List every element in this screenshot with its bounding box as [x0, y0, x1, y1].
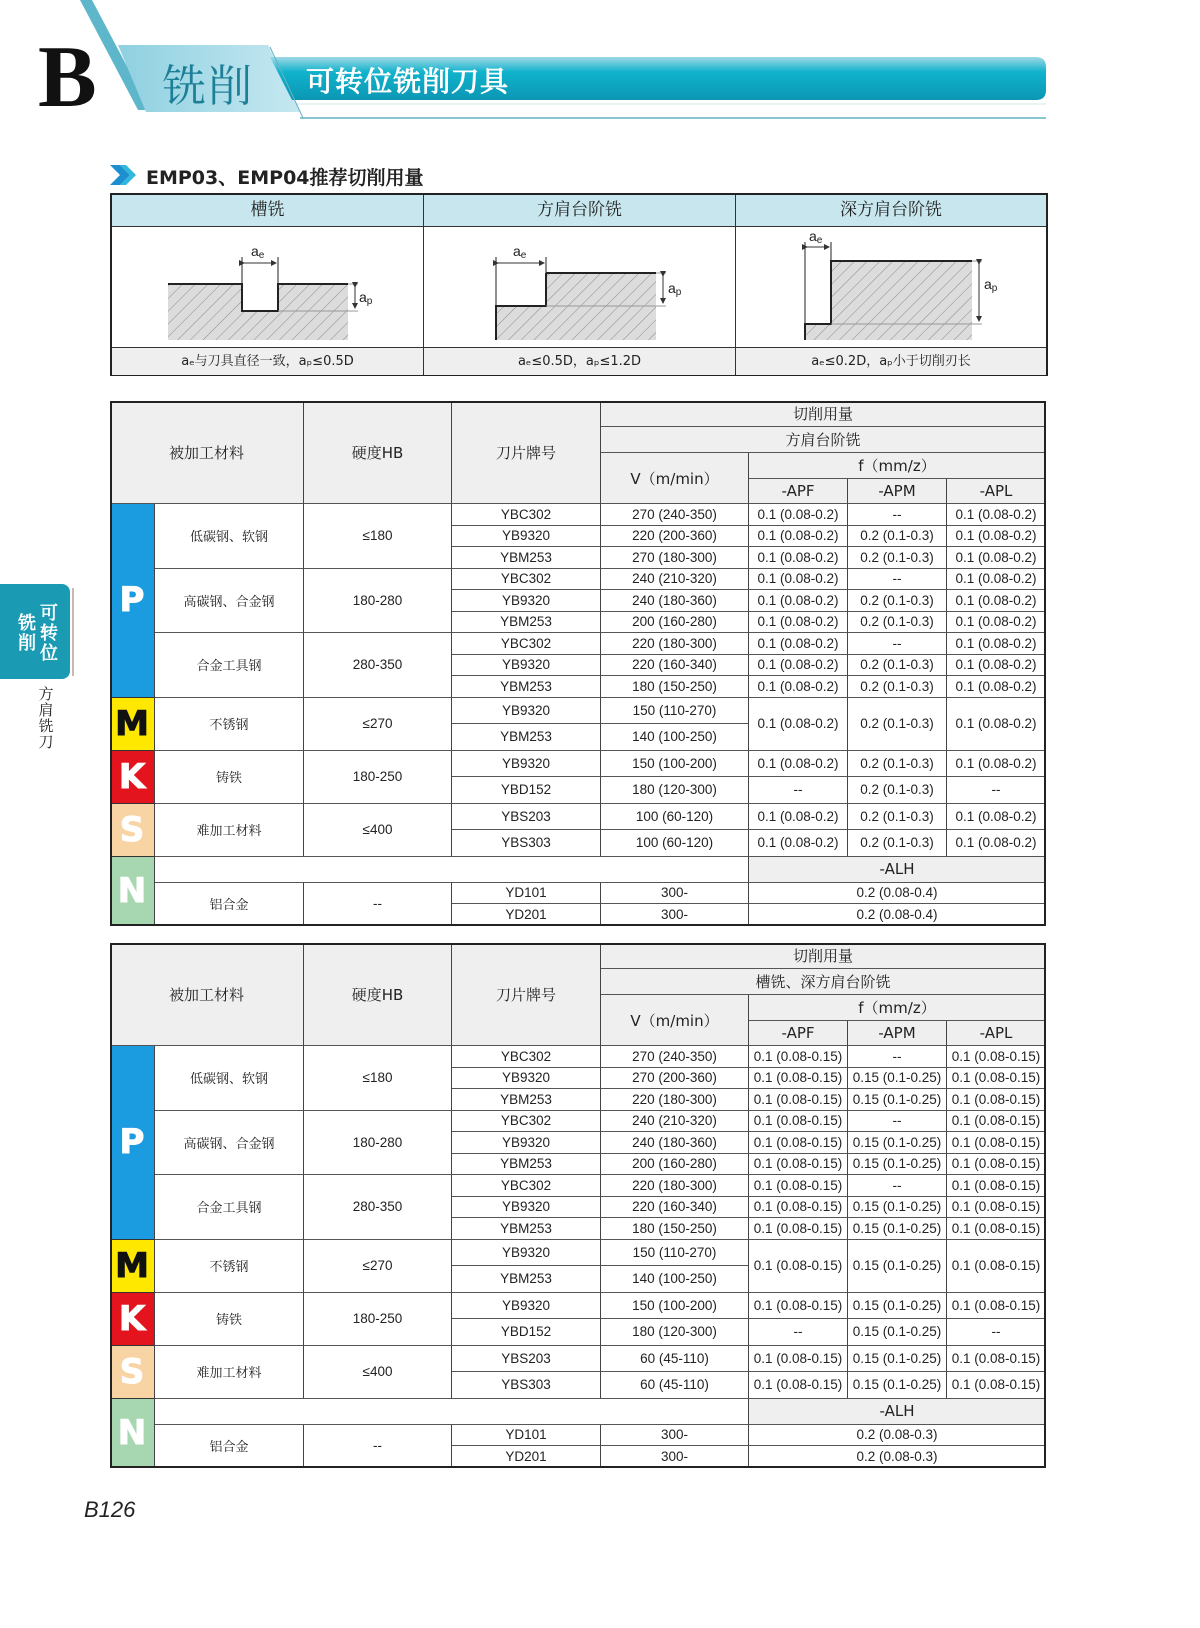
feed-alh-cell: 0.2 (0.08-0.3): [749, 1446, 1046, 1468]
feed-apl-cell: 0.1 (0.08-0.15): [947, 1197, 1046, 1219]
speed-cell: 60 (45-110): [601, 1372, 749, 1399]
feed-alh-cell: 0.2 (0.08-0.4): [749, 904, 1046, 926]
material-name: 不锈钢: [155, 1240, 304, 1293]
diagram-title-deep-shoulder: 深方肩台阶铣: [736, 195, 1046, 227]
feed-apf-cell: 0.1 (0.08-0.15): [749, 1346, 848, 1373]
hardness-value: --: [304, 883, 452, 926]
feed-apm-cell: 0.2 (0.1-0.3): [848, 655, 947, 677]
feed-apf-cell: 0.1 (0.08-0.15): [749, 1293, 848, 1320]
feed-apl-cell: --: [947, 777, 1046, 804]
feed-apm-cell: 0.15 (0.1-0.25): [848, 1132, 947, 1154]
speed-cell: 180 (150-250): [601, 1218, 749, 1240]
hardness-value: 180-280: [304, 1111, 452, 1176]
grade-cell: YBS303: [452, 830, 601, 857]
feed-apf-cell: 0.1 (0.08-0.15): [749, 1197, 848, 1219]
shoulder-milling-diagram: [496, 243, 682, 340]
feed-apf-cell: 0.1 (0.08-0.15): [749, 1068, 848, 1090]
feed-apm-cell: --: [848, 504, 947, 526]
grade-cell: YBD152: [452, 1319, 601, 1346]
category-title: 铣削: [162, 61, 254, 112]
material-name: 低碳钢、软钢: [155, 504, 304, 569]
feed-apf-cell: 0.1 (0.08-0.2): [749, 569, 848, 591]
grade-cell: YBM253: [452, 612, 601, 634]
section-letter: B: [38, 29, 97, 126]
feed-apm-cell: 0.2 (0.1-0.3): [848, 698, 947, 751]
col-header-grade: 刀片牌号: [452, 943, 601, 1046]
iso-group-s-badge: S: [110, 804, 155, 857]
feed-apf-cell: 0.1 (0.08-0.2): [749, 633, 848, 655]
grade-cell: YBM253: [452, 676, 601, 698]
feed-apf-cell: 0.1 (0.08-0.2): [749, 590, 848, 612]
feed-apf-cell: 0.1 (0.08-0.15): [749, 1046, 848, 1068]
speed-cell: 270 (240-350): [601, 504, 749, 526]
speed-cell: 220 (160-340): [601, 655, 749, 677]
feed-apf-cell: 0.1 (0.08-0.2): [749, 526, 848, 548]
speed-cell: 300-: [601, 1446, 749, 1468]
grade-cell: YBM253: [452, 1266, 601, 1293]
iso-group-k-badge: K: [110, 751, 155, 804]
milling-mode-diagrams: [110, 193, 1048, 376]
speed-cell: 270 (180-300): [601, 547, 749, 569]
feed-apf-cell: 0.1 (0.08-0.15): [749, 1154, 848, 1176]
hardness-value: 180-250: [304, 1293, 452, 1346]
col-header-feed: f（mm/z）: [749, 453, 1046, 479]
feed-apm-cell: 0.15 (0.1-0.25): [848, 1346, 947, 1373]
material-name: 高碳钢、合金钢: [155, 569, 304, 634]
material-name: 合金工具钢: [155, 633, 304, 698]
grade-cell: YB9320: [452, 1240, 601, 1267]
col-header-hardness: 硬度HB: [304, 943, 452, 1046]
feed-apm-cell: 0.2 (0.1-0.3): [848, 612, 947, 634]
speed-cell: 270 (240-350): [601, 1046, 749, 1068]
section-title: EMP03、EMP04推荐切削用量: [146, 167, 424, 189]
feed-apm-cell: 0.15 (0.1-0.25): [848, 1154, 947, 1176]
iso-group-n-badge: N: [110, 857, 155, 926]
speed-cell: 270 (200-360): [601, 1068, 749, 1090]
speed-cell: 140 (100-250): [601, 1266, 749, 1293]
hardness-value: ≤180: [304, 504, 452, 569]
grade-cell: YBS203: [452, 1346, 601, 1373]
feed-apf-cell: 0.1 (0.08-0.15): [749, 1240, 848, 1293]
side-subsection-label: 方肩铣刀: [38, 685, 54, 751]
col-header-apl: -APL: [947, 479, 1046, 504]
feed-apl-cell: 0.1 (0.08-0.15): [947, 1346, 1046, 1373]
speed-cell: 200 (160-280): [601, 612, 749, 634]
feed-apl-cell: 0.1 (0.08-0.2): [947, 633, 1046, 655]
col-header-material: 被加工材料: [110, 943, 304, 1046]
feed-apm-cell: 0.15 (0.1-0.25): [848, 1218, 947, 1240]
material-name: 铸铁: [155, 1293, 304, 1346]
feed-apm-cell: 0.15 (0.1-0.25): [848, 1089, 947, 1111]
col-header-material: 被加工材料: [110, 401, 304, 504]
hardness-value: ≤270: [304, 1240, 452, 1293]
grade-cell: YBM253: [452, 547, 601, 569]
feed-apf-cell: 0.1 (0.08-0.2): [749, 504, 848, 526]
ae-label: ae: [513, 243, 527, 261]
feed-apf-cell: --: [749, 1319, 848, 1346]
hardness-value: ≤270: [304, 698, 452, 751]
feed-alh-cell: 0.2 (0.08-0.4): [749, 883, 1046, 905]
col-header-operation: 方肩台阶铣: [601, 427, 1046, 453]
col-header-speed: V（m/min）: [601, 453, 749, 504]
speed-cell: 150 (110-270): [601, 1240, 749, 1267]
feed-apm-cell: --: [848, 569, 947, 591]
feed-apl-cell: 0.1 (0.08-0.2): [947, 698, 1046, 751]
grade-cell: YBM253: [452, 1218, 601, 1240]
side-tab-divider: [72, 588, 74, 676]
speed-cell: 100 (60-120): [601, 830, 749, 857]
feed-apf-cell: 0.1 (0.08-0.2): [749, 804, 848, 831]
iso-group-s-badge: S: [110, 1346, 155, 1399]
feed-apl-cell: 0.1 (0.08-0.15): [947, 1218, 1046, 1240]
speed-cell: 300-: [601, 1425, 749, 1447]
hardness-value: ≤400: [304, 1346, 452, 1399]
diagram-title-slot: 槽铣: [112, 195, 423, 227]
feed-apm-cell: 0.2 (0.1-0.3): [848, 777, 947, 804]
speed-cell: 300-: [601, 904, 749, 926]
feed-apf-cell: 0.1 (0.08-0.15): [749, 1218, 848, 1240]
col-header-alh: -ALH: [749, 1399, 1046, 1425]
col-header-hardness: 硬度HB: [304, 401, 452, 504]
grade-cell: YB9320: [452, 526, 601, 548]
speed-cell: 220 (180-300): [601, 633, 749, 655]
col-header-cutting-data: 切削用量: [601, 943, 1046, 969]
speed-cell: 140 (100-250): [601, 724, 749, 751]
side-chapter-tab[interactable]: [0, 584, 70, 679]
feed-apm-cell: --: [848, 1175, 947, 1197]
ae-label: ae: [251, 243, 265, 261]
feed-alh-cell: 0.2 (0.08-0.3): [749, 1425, 1046, 1447]
slot-milling-diagram: [168, 243, 373, 340]
speed-cell: 220 (160-340): [601, 1197, 749, 1219]
blank-cell: [155, 1399, 749, 1425]
speed-cell: 180 (120-300): [601, 777, 749, 804]
feed-apm-cell: 0.15 (0.1-0.25): [848, 1293, 947, 1320]
grade-cell: YD101: [452, 1425, 601, 1447]
material-name: 铝合金: [155, 1425, 304, 1468]
speed-cell: 200 (160-280): [601, 1154, 749, 1176]
blank-cell: [155, 857, 749, 883]
diagram-title-shoulder: 方肩台阶铣: [424, 195, 735, 227]
speed-cell: 240 (180-360): [601, 1132, 749, 1154]
feed-apl-cell: 0.1 (0.08-0.15): [947, 1240, 1046, 1293]
feed-apm-cell: 0.15 (0.1-0.25): [848, 1068, 947, 1090]
speed-cell: 180 (150-250): [601, 676, 749, 698]
iso-group-m-badge: M: [110, 698, 155, 751]
speed-cell: 150 (100-200): [601, 1293, 749, 1320]
col-header-apf: -APF: [749, 1021, 848, 1046]
feed-apl-cell: 0.1 (0.08-0.2): [947, 804, 1046, 831]
feed-apm-cell: 0.2 (0.1-0.3): [848, 547, 947, 569]
grade-cell: YBD152: [452, 777, 601, 804]
feed-apl-cell: 0.1 (0.08-0.2): [947, 547, 1046, 569]
feed-apl-cell: 0.1 (0.08-0.15): [947, 1111, 1046, 1133]
side-tab-text-2: 铣削: [18, 613, 36, 654]
feed-apm-cell: 0.2 (0.1-0.3): [848, 590, 947, 612]
feed-apl-cell: 0.1 (0.08-0.15): [947, 1132, 1046, 1154]
hardness-value: 280-350: [304, 633, 452, 698]
iso-group-m-badge: M: [110, 1240, 155, 1293]
diagram-caption-shoulder: aₑ≤0.5D，aₚ≤1.2D: [424, 347, 735, 375]
material-name: 不锈钢: [155, 698, 304, 751]
feed-apf-cell: 0.1 (0.08-0.2): [749, 547, 848, 569]
col-header-apf: -APF: [749, 479, 848, 504]
feed-apf-cell: 0.1 (0.08-0.15): [749, 1372, 848, 1399]
feed-apf-cell: 0.1 (0.08-0.2): [749, 830, 848, 857]
material-name: 难加工材料: [155, 804, 304, 857]
feed-apm-cell: 0.15 (0.1-0.25): [848, 1197, 947, 1219]
feed-apl-cell: 0.1 (0.08-0.15): [947, 1293, 1046, 1320]
col-header-operation: 槽铣、深方肩台阶铣: [601, 969, 1046, 995]
speed-cell: 220 (180-300): [601, 1175, 749, 1197]
feed-apl-cell: 0.1 (0.08-0.2): [947, 676, 1046, 698]
diagram-caption-slot: aₑ与刀具直径一致，aₚ≤0.5D: [112, 347, 423, 375]
col-header-apm: -APM: [848, 479, 947, 504]
ap-label: ap: [984, 276, 998, 294]
grade-cell: YD101: [452, 883, 601, 905]
hardness-value: ≤180: [304, 1046, 452, 1111]
material-name: 高碳钢、合金钢: [155, 1111, 304, 1176]
feed-apf-cell: 0.1 (0.08-0.15): [749, 1175, 848, 1197]
feed-apl-cell: 0.1 (0.08-0.2): [947, 569, 1046, 591]
speed-cell: 100 (60-120): [601, 804, 749, 831]
feed-apl-cell: 0.1 (0.08-0.15): [947, 1068, 1046, 1090]
grade-cell: YBC302: [452, 1175, 601, 1197]
grade-cell: YB9320: [452, 1068, 601, 1090]
hardness-value: 280-350: [304, 1175, 452, 1240]
feed-apf-cell: 0.1 (0.08-0.2): [749, 751, 848, 778]
feed-apm-cell: --: [848, 1111, 947, 1133]
feed-apm-cell: --: [848, 633, 947, 655]
iso-group-n-badge: N: [110, 1399, 155, 1468]
feed-apl-cell: 0.1 (0.08-0.2): [947, 751, 1046, 778]
speed-cell: 240 (180-360): [601, 590, 749, 612]
ap-label: ap: [668, 280, 682, 298]
col-header-cutting-data: 切削用量: [601, 401, 1046, 427]
side-tab-text-1: 可转位: [40, 603, 58, 664]
col-header-apm: -APM: [848, 1021, 947, 1046]
grade-cell: YBC302: [452, 1046, 601, 1068]
feed-apl-cell: 0.1 (0.08-0.2): [947, 526, 1046, 548]
hardness-value: --: [304, 1425, 452, 1468]
col-header-feed: f（mm/z）: [749, 995, 1046, 1021]
col-header-speed: V（m/min）: [601, 995, 749, 1046]
iso-group-k-badge: K: [110, 1293, 155, 1346]
ae-label: ae: [809, 228, 823, 246]
speed-cell: 300-: [601, 883, 749, 905]
feed-apm-cell: 0.2 (0.1-0.3): [848, 830, 947, 857]
grade-cell: YB9320: [452, 1293, 601, 1320]
feed-apl-cell: 0.1 (0.08-0.2): [947, 655, 1046, 677]
feed-apl-cell: 0.1 (0.08-0.15): [947, 1175, 1046, 1197]
feed-apl-cell: 0.1 (0.08-0.15): [947, 1089, 1046, 1111]
feed-apf-cell: 0.1 (0.08-0.15): [749, 1089, 848, 1111]
speed-cell: 240 (210-320): [601, 1111, 749, 1133]
material-name: 铸铁: [155, 751, 304, 804]
feed-apl-cell: 0.1 (0.08-0.2): [947, 504, 1046, 526]
grade-cell: YBC302: [452, 569, 601, 591]
feed-apf-cell: 0.1 (0.08-0.2): [749, 655, 848, 677]
grade-cell: YBC302: [452, 504, 601, 526]
iso-group-p-badge: P: [110, 504, 155, 698]
feed-apm-cell: --: [848, 1046, 947, 1068]
feed-apm-cell: 0.15 (0.1-0.25): [848, 1240, 947, 1293]
feed-apl-cell: 0.1 (0.08-0.15): [947, 1046, 1046, 1068]
ap-label: ap: [359, 289, 373, 307]
grade-cell: YB9320: [452, 1132, 601, 1154]
hardness-value: 180-280: [304, 569, 452, 634]
col-header-apl: -APL: [947, 1021, 1046, 1046]
feed-apf-cell: 0.1 (0.08-0.2): [749, 698, 848, 751]
speed-cell: 180 (120-300): [601, 1319, 749, 1346]
speed-cell: 220 (180-300): [601, 1089, 749, 1111]
grade-cell: YD201: [452, 1446, 601, 1468]
material-name: 难加工材料: [155, 1346, 304, 1399]
feed-apf-cell: --: [749, 777, 848, 804]
grade-cell: YB9320: [452, 751, 601, 778]
grade-cell: YBS203: [452, 804, 601, 831]
feed-apm-cell: 0.2 (0.1-0.3): [848, 804, 947, 831]
feed-apf-cell: 0.1 (0.08-0.15): [749, 1111, 848, 1133]
speed-cell: 240 (210-320): [601, 569, 749, 591]
grade-cell: YBM253: [452, 1154, 601, 1176]
grade-cell: YBM253: [452, 724, 601, 751]
page-title: 可转位铣削刀具: [306, 65, 510, 98]
iso-group-p-badge: P: [110, 1046, 155, 1240]
grade-cell: YBM253: [452, 1089, 601, 1111]
speed-cell: 150 (100-200): [601, 751, 749, 778]
feed-apm-cell: 0.2 (0.1-0.3): [848, 751, 947, 778]
feed-apl-cell: 0.1 (0.08-0.15): [947, 1372, 1046, 1399]
material-name: 铝合金: [155, 883, 304, 926]
cutting-data-table-shoulder: [110, 401, 1046, 926]
feed-apm-cell: 0.15 (0.1-0.25): [848, 1372, 947, 1399]
grade-cell: YD201: [452, 904, 601, 926]
grade-cell: YBS303: [452, 1372, 601, 1399]
deep-shoulder-milling-diagram: [805, 228, 998, 340]
grade-cell: YB9320: [452, 1197, 601, 1219]
feed-apl-cell: 0.1 (0.08-0.15): [947, 1154, 1046, 1176]
feed-apl-cell: 0.1 (0.08-0.2): [947, 612, 1046, 634]
speed-cell: 60 (45-110): [601, 1346, 749, 1373]
cutting-data-table-slot-deep-shoulder: [110, 943, 1046, 1468]
feed-apf-cell: 0.1 (0.08-0.2): [749, 676, 848, 698]
feed-apm-cell: 0.15 (0.1-0.25): [848, 1319, 947, 1346]
col-header-alh: -ALH: [749, 857, 1046, 883]
grade-cell: YB9320: [452, 655, 601, 677]
double-chevron-icon: [110, 165, 140, 185]
speed-cell: 150 (110-270): [601, 698, 749, 725]
grade-cell: YB9320: [452, 698, 601, 725]
feed-apl-cell: 0.1 (0.08-0.2): [947, 590, 1046, 612]
feed-apf-cell: 0.1 (0.08-0.2): [749, 612, 848, 634]
col-header-grade: 刀片牌号: [452, 401, 601, 504]
feed-apl-cell: 0.1 (0.08-0.2): [947, 830, 1046, 857]
speed-cell: 220 (200-360): [601, 526, 749, 548]
feed-apf-cell: 0.1 (0.08-0.15): [749, 1132, 848, 1154]
feed-apl-cell: --: [947, 1319, 1046, 1346]
hardness-value: ≤400: [304, 804, 452, 857]
hardness-value: 180-250: [304, 751, 452, 804]
feed-apm-cell: 0.2 (0.1-0.3): [848, 526, 947, 548]
page-number: B126: [84, 1497, 136, 1522]
material-name: 低碳钢、软钢: [155, 1046, 304, 1111]
diagram-caption-deep-shoulder: aₑ≤0.2D，aₚ小于切削刃长: [736, 347, 1046, 375]
feed-apm-cell: 0.2 (0.1-0.3): [848, 676, 947, 698]
grade-cell: YB9320: [452, 590, 601, 612]
material-name: 合金工具钢: [155, 1175, 304, 1240]
grade-cell: YBC302: [452, 1111, 601, 1133]
cutting-geometry-illustrations: [112, 227, 1042, 347]
grade-cell: YBC302: [452, 633, 601, 655]
